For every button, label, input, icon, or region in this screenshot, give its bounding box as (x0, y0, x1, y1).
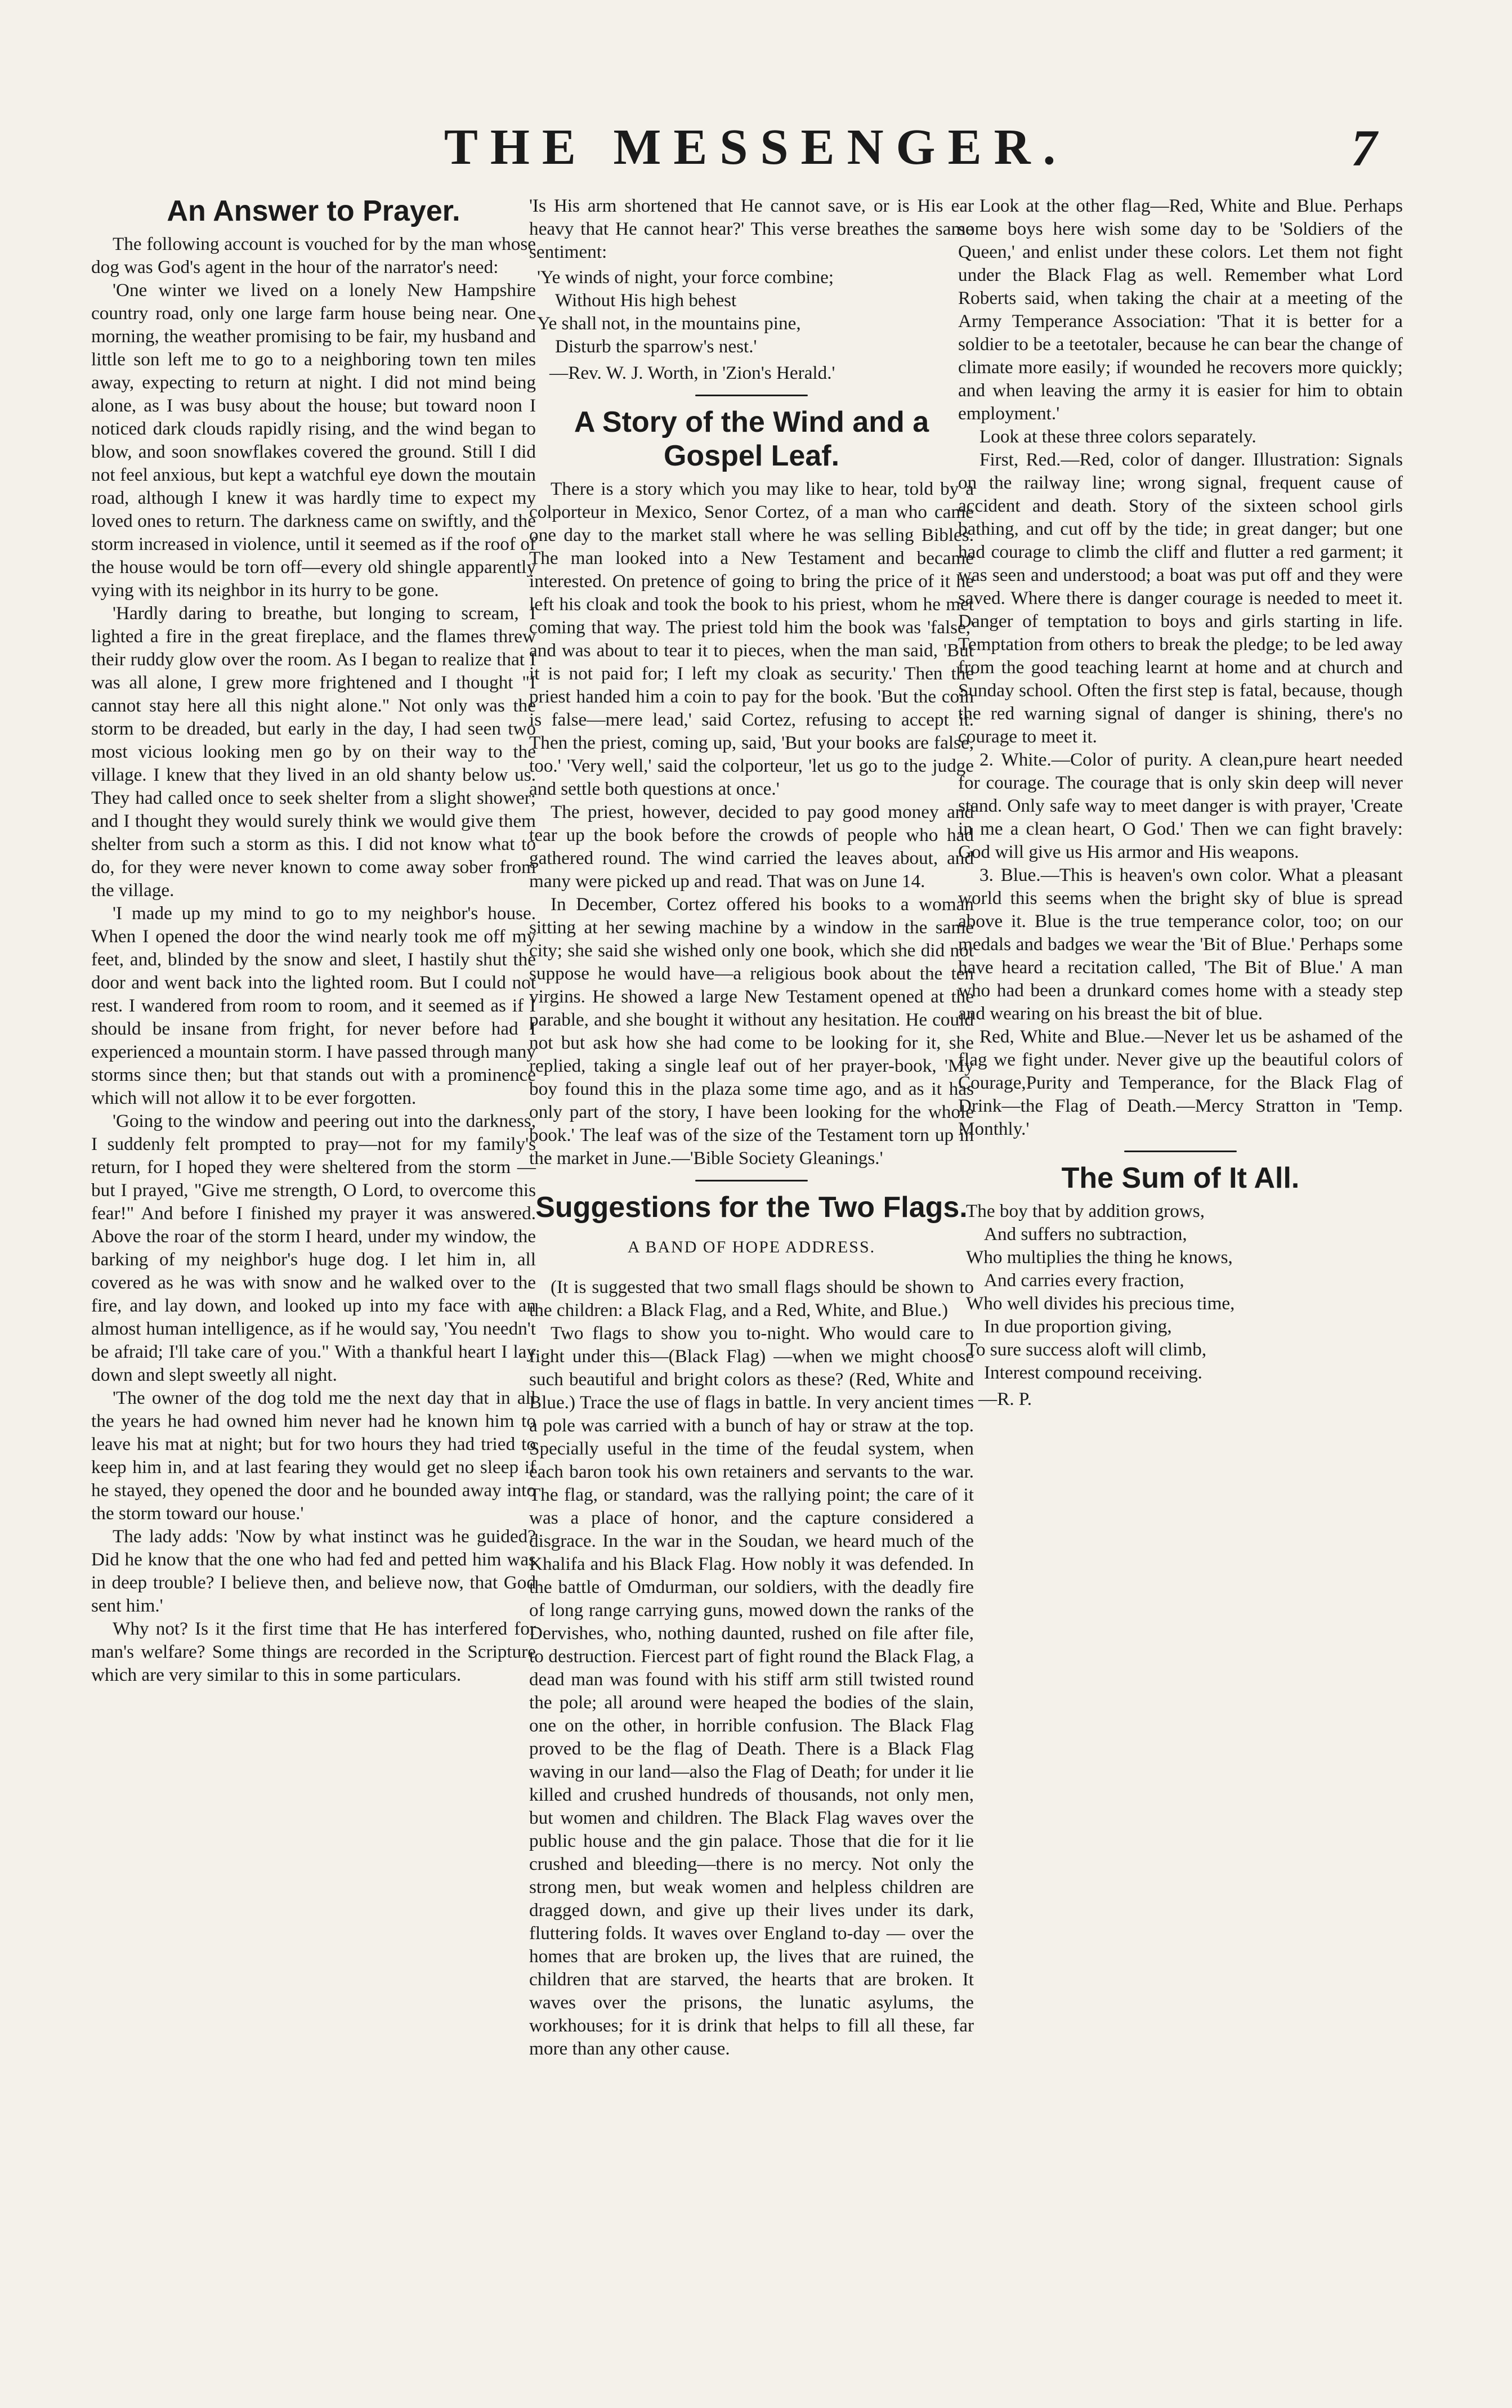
article-subtitle: A BAND OF HOPE ADDRESS. (627, 1238, 876, 1256)
paragraph: 3. Blue.—This is heaven's own color. What a pleasant world this seems when the bright sky of blue is spread above it. Blue is the true temperance color, too; on our medals and badges we wear the 'Bit of Blue.' Perhaps some have heard a recitation called, 'The Bit of Blue.' A man who had been a drunkard comes home with a steady step and wearing on his breast the bit of blue. (958, 865, 1403, 1024)
masthead (0, 118, 1512, 186)
poem-line: To sure success aloft will climb, (966, 1339, 1207, 1360)
section-divider (695, 395, 808, 396)
paragraph: (It is suggested that two small flags should be shown to the children: a Black Flag, and a Red, White, and Blue.) (529, 1277, 974, 1321)
poem-line: And carries every fraction, (984, 1270, 1184, 1291)
paragraph: The lady adds: 'Now by what instinct was he guided? Did he know that the one who had fed and petted him was in deep trouble? I believe then, and believe now, that God sent him.' (91, 1526, 536, 1616)
paragraph: Red, White and Blue.—Never let us be ashamed of the flag we fight under. Never give up the beautiful colors of Courage,Purity and Temperance, for the Black Flag of Drink—the Flag of Death.—Mercy Stratton in 'Temp. Monthly.' (958, 1026, 1403, 1139)
attribution: —Rev. W. J. Worth, in 'Zion's Herald.' (549, 362, 835, 383)
poem-line: Who well divides his precious time, (966, 1293, 1235, 1314)
paragraph: 'Is His arm shortened that He cannot save, or is His ear heavy that He cannot hear?' This verse breathes the same sentiment: (529, 195, 974, 262)
verse-line: 'Ye winds of night, your force combine; (537, 267, 834, 288)
paragraph: 'The owner of the dog told me the next day that in all the years he had owned him never had he known him to leave his mat at night; but for two hours they had tried to keep him in, and at last fearing they would get no sleep if he stayed, they opened the door and he bounded away into the storm toward our house.' (91, 1387, 536, 1524)
poem-signature: —R. P. (978, 1389, 1032, 1409)
poem-line: The boy that by addition grows, (966, 1201, 1205, 1221)
verse-line: Without His high behest (555, 290, 737, 311)
poem-line: Interest compound receiving. (984, 1362, 1202, 1383)
paragraph: The priest, however, decided to pay good money and tear up the book before the crowds of people who had gathered round. The wind carried the leaves about, and many were picked up and read. That was on June 14. (529, 802, 974, 892)
paragraph: 'One winter we lived on a lonely New Hampshire country road, only one large farm house being near. One morning, the weather promising to be fair, my husband and little son left me to go to a neighboring town ten miles away, expecting to return at night. I did not mind being alone, as I was busy about the house; but toward noon I noticed dark clouds rapidly rising, and the wind began to blow, and soon snowflakes covered the ground. Still I did not feel anxious, but kept a watchful eye down the moutain road, although I knew it was hardly time to expect my loved ones to return. The darkness came on swiftly, and the storm increased in violence, until it seemed as if the roof of the house would be torn off—every old shingle apparently vying with its neighbor in its hurry to be gone. (91, 280, 536, 601)
verse-line: Disturb the sparrow's nest.' (555, 336, 757, 357)
column-2 (529, 194, 974, 2060)
paragraph: Look at the other flag—Red, White and Blue. Perhaps some boys here wish some day to be 'Soldiers of the Queen,' and enlist under these colors. Let them not fight under the Black Flag as well. Remember what Lord Roberts said, when taking the chair at a meeting of the Army Temperance Association: 'That it is better for a soldier to be a teetotaler, because he can bear the change of climate more easily; if wounded he recovers more quickly; and when leaving the army it is easier for him to obtain employment.' (958, 195, 1403, 424)
poem-line: Who multiplies the thing he knows, (966, 1247, 1233, 1268)
paragraph: First, Red.—Red, color of danger. Illustration: Signals on the railway line; wrong signal, frequent cause of accident and death. Story of the sixteen school girls bathing, and cut off by the tide; in great danger; but one had courage to climb the cliff and flutter a red garment; it was seen and understood; a boat was put off and they were saved. Where there is danger courage is needed to meet it. Danger of temptation to boys and girls starting in life. Temptation from others to break the pledge; to be led away from the good teaching learnt at home and at church and Sunday school. Often the first step is fatal, because, though the red warning signal of danger is shining, there's no courage to meet it. (958, 449, 1403, 747)
paragraph: 2. White.—Color of purity. A clean,pure heart needed for courage. The courage that is only skin deep will never stand. Only safe way to meet danger is with prayer, 'Create in me a clean heart, O God.' Then we can fight bravely: God will give us His armor and His weapons. (958, 749, 1403, 862)
article-title-sum-of-it-all: The Sum of It All. (1061, 1162, 1300, 1194)
paragraph: Why not? Is it the first time that He has interfered for man's welfare? Some things are recorded in the Scripture which are very similar to this in some particulars. (91, 1618, 536, 1685)
paragraph: 'Hardly daring to breathe, but longing to scream, I lighted a fire in the great fireplace, and the flames threw their ruddy glow over the room. As I began to realize that I was all alone, I grew more frightened and I thought "I cannot stay here all this night alone." Not only was the storm to be dreaded, but early in the day, I had seen two most vicious looking men go by on their way to the village. I knew that they lived in an old shanty below us. They had called once to seek shelter from a slight shower; and I thought they would surely think we would give them shelter from such a storm as this. I did not know what to do, for they were never known to come away sober from the village. (91, 603, 536, 901)
column-3 (958, 194, 1403, 1411)
paragraph: 'Going to the window and peering out into the darkness, I suddenly felt prompted to pray—not for my family's return, for I hoped they were sheltered from the storm —but I prayed, "Give me strength, O Lord, to overcome this fear!" And before I finished my prayer it was answered. Above the roar of the storm I heard, under my window, the barking of my neighbor's huge dog. I let him in, all covered as he was with snow and he walked over to the fire, and lay down, and looked up into my face with an almost human intelligence, as if he would say, 'You needn't be afraid; I'll take care of you." With a thankful heart I lay down and slept sweetly all night. (91, 1111, 536, 1385)
column-1 (91, 194, 536, 1686)
paragraph: In December, Cortez offered his books to a woman sitting at her sewing machine by a window in the same city; she said she wished only one book, which she did not suppose he would have—a religious book about the ten virgins. He showed a large New Testament opened at the parable, and she bought it without any hesitation. He could not but ask how she had come to be looking for it, she replied, taking a single leaf out of her prayer-book, 'My boy found this in the plaza some time ago, and as it has only part of the story, I have been looking for the whole book.' The leaf was of the size of the Testament torn up in the market in June.—'Bible Society Gleanings.' (529, 894, 974, 1169)
poem (958, 1199, 1403, 1384)
paragraph: Two flags to show you to-night. Who would care to fight under this—(Black Flag) —when we might choose such beautiful and bright colors as these? (Red, White and Blue.) Trace the use of flags in battle. In very ancient times a pole was carried with a bunch of hay or straw at the top. Specially useful in the time of the feudal system, when each baron took his own retainers and servants to the war. The flag, or standard, was the rallying point; the care of it was a place of honor, and the capture considered a disgrace. In the war in the Soudan, we heard much of the Khalifa and his Black Flag. How nobly it was defended. In the battle of Omdurman, our soldiers, with the deadly fire of long range carrying guns, mowed down the ranks of the Dervishes, who, nothing daunted, rushed on file after file, to destruction. Fiercest part of fight round the Black Flag, a dead man was found with his stiff arm still twisted round the pole; all around were heaped the bodies of the slain, one on the other, in horrible confusion. The Black Flag proved to be the flag of Death. There is a Black Flag waving in our land—also the Flag of Death; for under it lie killed and crushed hundreds of thousands, not only men, but women and children. The Black Flag waves over the public house and the gin palace. Those that die for it lie crushed and bleeding—there is no mercy. Not only the strong men, but weak women and helpless children are dragged down, and give up their lives under its dark, fluttering folds. It waves over England to-day — over the homes that are broken up, the lives that are ruined, the children that are starved, the hearts that are broken. It waves over the prisons, the lunatic asylums, the workhouses; for it is drink that helps to fill all these, far more than any other cause. (529, 1323, 974, 2059)
poem-line: And suffers no subtraction, (984, 1224, 1187, 1245)
poem-line: In due proportion giving, (984, 1316, 1172, 1337)
paragraph: The following account is vouched for by the man whose dog was God's agent in the hour of the narrator's need: (91, 234, 536, 277)
verse-block (529, 266, 974, 358)
article-title-wind-and-gospel-leaf: A Story of the Wind and a Gospel Leaf. (574, 406, 929, 472)
article-title-two-flags: Suggestions for the Two Flags. (535, 1191, 968, 1224)
paragraph: 'I made up my mind to go to my neighbor's house. When I opened the door the wind nearly took me off my feet, and, blinded by the snow and sleet, I hastily shut the door and went back into the lighted room. But I could not rest. I wandered from room to room, and it seemed as if I should be insane from fright, for never before had I experienced a mountain storm. I have passed through many storms since then; but that stands out with a prominence which will not allow it to be ever forgotten. (91, 903, 536, 1108)
page-number: 7 (1351, 119, 1377, 177)
verse-line: Ye shall not, in the mountains pine, (537, 313, 801, 334)
paragraph: Look at these three colors separately. (979, 426, 1256, 447)
paragraph: There is a story which you may like to hear, told by a colporteur in Mexico, Senor Cortez, of a man who came one day to the market stall where he was selling Bibles. The man looked into a New Testament and became interested. On pretence of going to bring the price of it he left his cloak and took the book to his priest, whom he met coming that way. The priest told him the book was 'false,' and was about to tear it to pieces, when the man said, 'But it is not paid for; I left my cloak as security.' Then the priest handed him a coin to pay for the book. 'But the coin is false—mere lead,' said Cortez, refusing to accept it. Then the priest, coming up, said, 'But your books are false, too.' 'Very well,' said the colporteur, 'let us go to the judge and settle both questions at once.' (529, 478, 974, 799)
section-divider (1124, 1151, 1237, 1152)
article-title-answer-to-prayer: An Answer to Prayer. (167, 195, 460, 227)
newspaper-title: THE MESSENGER. (444, 119, 1068, 175)
section-divider (695, 1180, 808, 1181)
